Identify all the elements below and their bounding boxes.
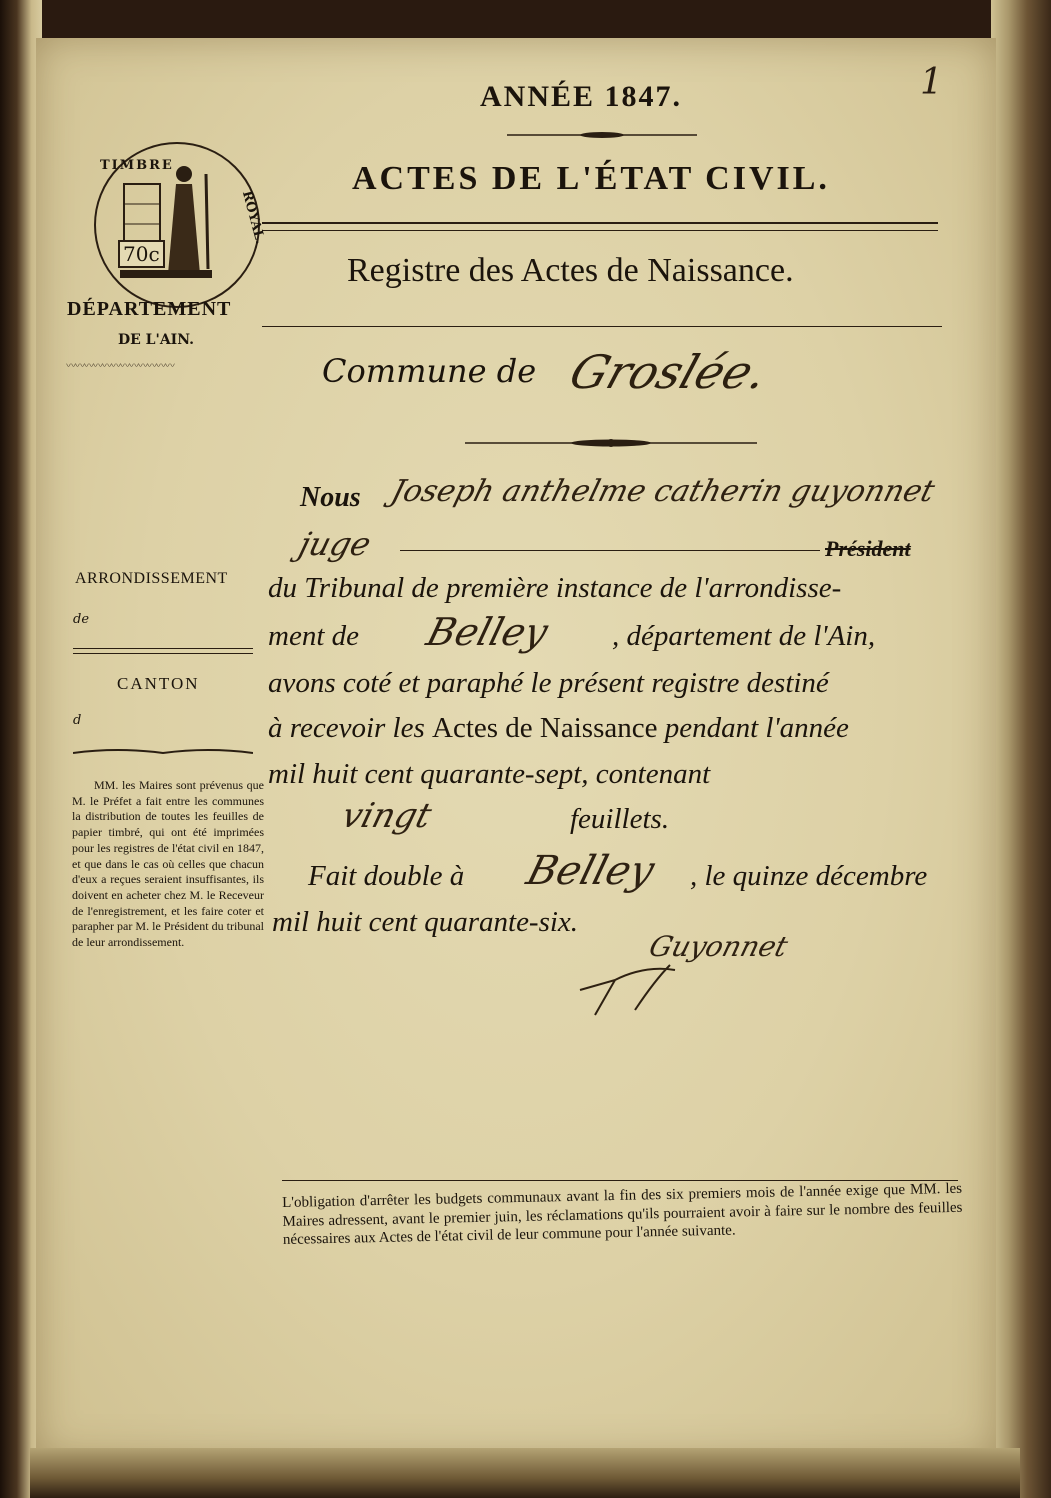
body-line-4-a: à recevoir les xyxy=(268,712,425,744)
footnote-rule xyxy=(282,1180,958,1181)
body-line-4-c: pendant l'année xyxy=(664,712,849,744)
body-line-2-suffix: , département de l'Ain, xyxy=(612,620,876,652)
title-rule-thick xyxy=(262,222,938,224)
page-stack-bottom-edge xyxy=(30,1448,1020,1498)
vingt-handwritten: vingt xyxy=(337,796,436,836)
actes-de-naissance: Actes de Naissance xyxy=(432,712,658,744)
subtitle-rule xyxy=(262,326,942,327)
de-label: de xyxy=(73,612,90,627)
year-heading: ANNÉE 1847. xyxy=(480,80,683,113)
nous-label: Nous xyxy=(300,482,361,513)
canton-label: CANTON xyxy=(117,674,200,693)
commune-name-handwritten: Groslée. xyxy=(563,345,775,399)
arrondissement-field-line-2 xyxy=(73,653,253,654)
seal-text-timbre: TIMBRE xyxy=(100,158,174,173)
signature-flourish-icon xyxy=(575,960,685,1020)
seal-price: 70c xyxy=(118,240,165,268)
page-stack-right-edge xyxy=(991,0,1051,1498)
belley-handwritten: Belley xyxy=(422,610,553,654)
arrondissement-label: ARRONDISSEMENT xyxy=(75,570,228,587)
swash-divider xyxy=(73,745,253,757)
seal-text-royal: ROYAL. xyxy=(238,189,268,246)
body-line-1: du Tribunal de première instance de l'arrondisse- xyxy=(268,572,842,604)
ornament-rule-middle xyxy=(465,437,757,449)
juge-handwritten: juge xyxy=(294,525,376,563)
commune-label: Commune de xyxy=(322,352,537,390)
fait-double-label: Fait double à xyxy=(308,860,465,892)
mayors-notice: MM. les Maires sont prévenus que M. le Préfet a fait entre les communes la distribution de toutes les feuilles de papier timbré, qui ont été imprimées pour les registres de l'état civil en 1847, et que dans le cas où celles que chacun d'eux a reçues seraient insuffisantes, ils doivent en acheter chez M. le Receveur de l'enregistrement, et les faire coter et parapher par M. le Président du tribunal de leur arrondissement. xyxy=(72,778,264,950)
departement-label: DÉPARTEMENT xyxy=(67,298,232,320)
footnote-text: L'obligation d'arrêter les budgets communaux avant la fin des six premiers mois de l'année exige que MM. les Maires adressent, avant le premier juin, les réclamations qu'ils pourraient avoir à faire sur le nombre des feuilles nécessaires aux Actes de l'état civil de leur commune pour l'année suivante. xyxy=(282,1180,963,1248)
president-struck: Président xyxy=(825,536,911,561)
departement-name: DE L'AIN. xyxy=(118,332,195,348)
date-text: , le quinze décembre xyxy=(690,860,928,892)
judge-name-handwritten: Joseph anthelme catherin guyonnet xyxy=(387,474,939,509)
arrondissement-field-line xyxy=(73,648,253,649)
page-number: 1 xyxy=(920,62,943,103)
judge-signature: Guyonnet xyxy=(645,930,792,963)
body-line-5: mil huit cent quarante-sept, contenant xyxy=(268,758,711,790)
body-line-2-prefix: ment de xyxy=(268,620,359,652)
wavy-divider: 〰〰〰〰〰〰〰〰〰〰〰〰 xyxy=(66,361,174,372)
document-title: ACTES DE L'ÉTAT CIVIL. xyxy=(352,160,830,197)
belley-handwritten-2: Belley xyxy=(521,848,660,894)
juge-line xyxy=(400,550,820,551)
title-rule-thin xyxy=(262,230,938,231)
body-line-8: mil huit cent quarante-six. xyxy=(272,906,579,938)
ornament-rule-top xyxy=(507,130,697,140)
feuillets-label: feuillets. xyxy=(570,803,670,835)
body-line-3: avons coté et paraphé le présent registre destiné xyxy=(268,667,829,699)
d-label: d xyxy=(73,713,82,728)
register-subtitle: Registre des Actes de Naissance. xyxy=(347,252,794,289)
body-line-4 xyxy=(268,712,849,745)
